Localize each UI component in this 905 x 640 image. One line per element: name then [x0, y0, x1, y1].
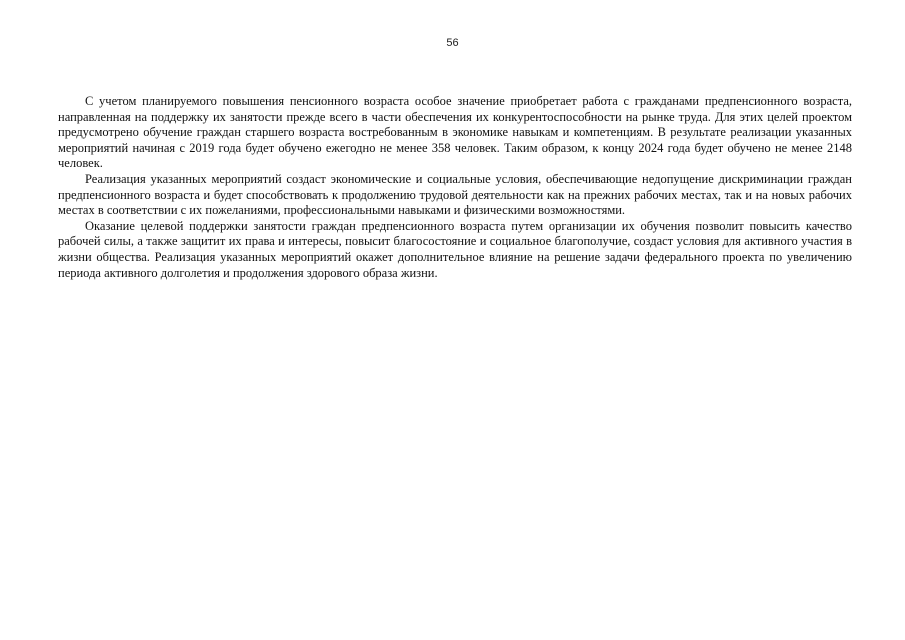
page-number: 56	[446, 37, 459, 49]
paragraph-pre-retirement-training: С учетом планируемого повышения пенсионного возраста особое значение приобретает работа с гражданами предпенсионного возраста, направленная на поддержку их занятости прежде всего в части обеспечения их конкурентоспособности на рынке труда. Для этих целей проектом предусмотрено обучение граждан старшего возраста востребованным в экономике навыкам и компетенциям. В результате реализации указанных мероприятий начиная с 2019 года будет обучено ежегодно не менее 358 человек. Таким образом, к концу 2024 года будет обучено не менее 2148 человек.	[58, 94, 852, 171]
paragraph-economic-social-conditions: Реализация указанных мероприятий создаст экономические и социальные условия, обеспечивающие недопущение дискриминации граждан предпенсионного возраста и будет способствовать к продолжению трудовой деятельности как на прежних рабочих местах, так и на новых рабочих местах в соответствии с их пожеланиями, профессиональными навыками и физическими возможностями.	[58, 171, 852, 218]
document-body	[58, 94, 852, 281]
paragraph-targeted-employment-support: Оказание целевой поддержки занятости граждан предпенсионного возраста путем организации их обучения позволит повысить качество рабочей силы, а также защитит их права и интересы, повысит благосостояние и социальное благополучие, создаст условия для активного участия в жизни общества. Реализация указанных мероприятий окажет дополнительное влияние на решение задачи федерального проекта по увеличению периода активного долголетия и продолжения здорового образа жизни.	[58, 218, 852, 280]
